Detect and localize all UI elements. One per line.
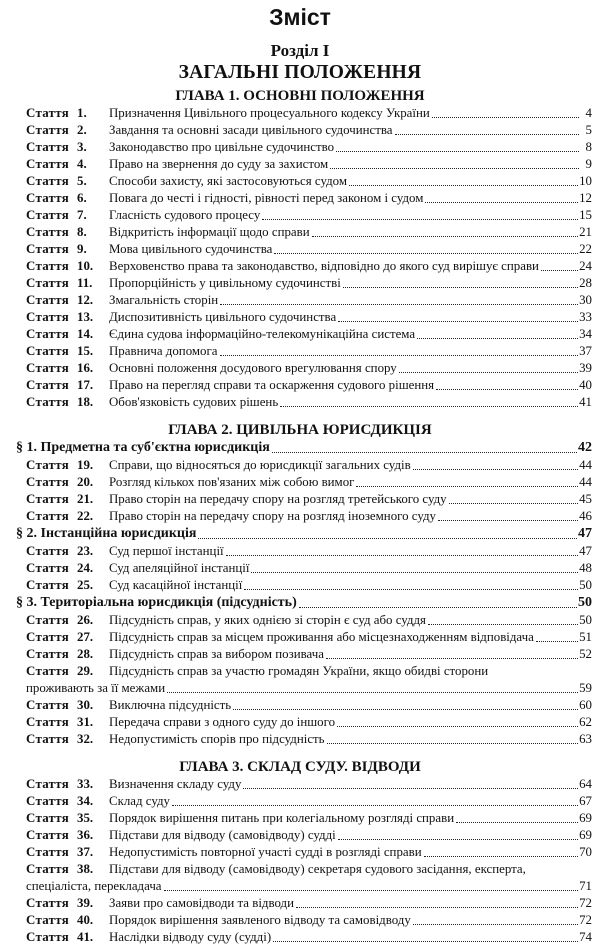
- article-number: 2.: [77, 123, 87, 137]
- article-title: Способи захисту, які застосовуються судом: [109, 174, 348, 188]
- page-number: 50: [579, 578, 592, 592]
- dot-leader: [449, 503, 579, 504]
- article-number: 41.: [77, 930, 94, 944]
- page-number: 71: [579, 879, 592, 893]
- article-number: 25.: [77, 578, 94, 592]
- dot-leader: [167, 692, 578, 693]
- article-number: 17.: [77, 378, 94, 392]
- dot-leader: [327, 743, 579, 744]
- article-label: Стаття: [26, 140, 70, 154]
- page-number: 5: [585, 123, 592, 137]
- article-title-continued: спеціаліста, перекладача: [26, 879, 162, 893]
- article-title: Підстави для відводу (самовідводу) секретаря судового засідання, експерта,: [109, 862, 526, 876]
- dot-leader: [296, 907, 578, 908]
- page-number: 67: [579, 794, 592, 808]
- dot-leader: [330, 168, 579, 169]
- article-title: Порядок вирішення заявленого відводу та самовідводу: [109, 913, 411, 927]
- toc-article-entry: [0, 912, 600, 929]
- dot-leader: [220, 304, 578, 305]
- article-label: Стаття: [26, 157, 70, 171]
- dot-leader: [541, 270, 578, 271]
- article-number: 21.: [77, 492, 94, 506]
- dot-leader: [164, 890, 579, 891]
- article-label: Стаття: [26, 777, 70, 791]
- toc-article-entry: [0, 491, 600, 508]
- article-number: 33.: [77, 777, 94, 791]
- article-label: Стаття: [26, 259, 70, 273]
- toc-article-entry: [0, 827, 600, 844]
- article-label: Стаття: [26, 344, 70, 358]
- article-number: 8.: [77, 225, 87, 239]
- entry-line: [26, 878, 592, 895]
- dot-leader: [436, 389, 578, 390]
- article-title: Законодавство про цивільне судочинство: [109, 140, 335, 154]
- page-number: 72: [579, 913, 592, 927]
- page-number: 45: [579, 492, 592, 506]
- chapter: [0, 758, 600, 946]
- article-title: Основні положення досудового врегулювання спору: [109, 361, 397, 375]
- article-label: Стаття: [26, 698, 70, 712]
- toc-article-entry: [0, 343, 600, 360]
- page-number: 62: [579, 715, 592, 729]
- page-number: 28: [579, 276, 592, 290]
- article-label: Стаття: [26, 174, 70, 188]
- article-label: Стаття: [26, 578, 70, 592]
- article-title: Мова цивільного судочинства: [109, 242, 273, 256]
- page-number: 64: [579, 777, 592, 791]
- article-label: Стаття: [26, 930, 70, 944]
- article-label: Стаття: [26, 647, 70, 661]
- page-number: 15: [579, 208, 592, 222]
- dot-leader: [336, 151, 579, 152]
- page-number: 51: [579, 630, 592, 644]
- dot-leader: [226, 555, 579, 556]
- article-label: Стаття: [26, 913, 70, 927]
- article-number: 11.: [77, 276, 93, 290]
- page-number: 52: [579, 647, 592, 661]
- entry-line: [26, 680, 592, 697]
- article-number: 14.: [77, 327, 94, 341]
- section-label: Розділ I: [270, 41, 330, 60]
- article-label: Стаття: [26, 327, 70, 341]
- dot-leader: [220, 355, 579, 356]
- toc-article-entry: [0, 844, 600, 861]
- article-number: 28.: [77, 647, 94, 661]
- article-title: Суд апеляційної інстанції: [109, 561, 250, 575]
- article-title: Єдина судова інформаційно-телекомунікаційна система: [109, 327, 416, 341]
- article-number: 12.: [77, 293, 94, 307]
- toc-section-entry: [0, 594, 600, 612]
- dot-leader: [273, 941, 578, 942]
- article-title: Підсудність справ за участю громадян України, якщо обидві сторони: [109, 664, 489, 678]
- page-number: 30: [579, 293, 592, 307]
- toc-article-entry: [0, 377, 600, 394]
- entry-line: [26, 663, 592, 680]
- article-label: Стаття: [26, 242, 70, 256]
- toc-article-entry: [0, 776, 600, 793]
- toc-article-entry: [0, 326, 600, 343]
- page-number: 47: [578, 526, 592, 541]
- page-number: 41: [579, 395, 592, 409]
- article-label: Стаття: [26, 310, 70, 324]
- page-number: 33: [579, 310, 592, 324]
- page-number: 12: [579, 191, 592, 205]
- page-number: 60: [579, 698, 592, 712]
- dot-leader: [274, 253, 578, 254]
- chapter: [0, 87, 600, 411]
- toc-article-entry: [0, 714, 600, 731]
- article-title: Виключна підсудність: [109, 698, 232, 712]
- dot-leader: [425, 202, 578, 203]
- article-number: 6.: [77, 191, 87, 205]
- article-title: Право на звернення до суду за захистом: [109, 157, 329, 171]
- article-title: Право сторін на передачу спору на розгляд іноземного суду: [109, 509, 436, 523]
- article-number: 31.: [77, 715, 94, 729]
- article-title: Обов'язковість судових рішень: [109, 395, 279, 409]
- toc-article-entry: [0, 156, 600, 173]
- dot-leader: [198, 538, 577, 539]
- article-number: 9.: [77, 242, 87, 256]
- article-title: Розгляд кількох пов'язаних між собою вимог: [109, 475, 355, 489]
- dot-leader: [395, 134, 579, 135]
- toc-article-entry: [0, 646, 600, 663]
- dot-leader: [172, 805, 578, 806]
- dot-leader: [326, 658, 578, 659]
- article-number: 22.: [77, 509, 94, 523]
- page-number: 42: [578, 440, 592, 455]
- article-label: Стаття: [26, 509, 70, 523]
- article-label: Стаття: [26, 845, 70, 859]
- article-label: Стаття: [26, 395, 70, 409]
- article-title: Відкритість інформації щодо справи: [109, 225, 310, 239]
- article-label: Стаття: [26, 475, 70, 489]
- article-label: Стаття: [26, 794, 70, 808]
- section-text: § 2. Інстанційна юрисдикція: [16, 526, 197, 541]
- article-number: 32.: [77, 732, 94, 746]
- page-number: 50: [578, 595, 592, 610]
- article-title: Підсудність справ за місцем проживання або місцезнаходженням відповідача: [109, 630, 534, 644]
- article-title: Змагальність сторін: [109, 293, 219, 307]
- page-number: 10: [579, 174, 592, 188]
- article-title: Підсудність справ, у яких однією зі сторін є суд або суддя: [109, 613, 426, 627]
- dot-leader: [244, 589, 578, 590]
- page-number: 22: [579, 242, 592, 256]
- article-title: Гласність судового процесу: [109, 208, 261, 222]
- toc-article-entry: [0, 309, 600, 326]
- article-title-continued: проживають за її межами: [26, 681, 166, 695]
- dot-leader: [338, 839, 578, 840]
- entry-line: [26, 861, 592, 878]
- article-title: Диспозитивність цивільного судочинства: [109, 310, 337, 324]
- toc-article-entry: [0, 612, 600, 629]
- toc-article-entry: [0, 457, 600, 474]
- dot-leader: [251, 572, 578, 573]
- dot-leader: [417, 338, 578, 339]
- article-label: Стаття: [26, 561, 70, 575]
- article-number: 18.: [77, 395, 94, 409]
- page-number: 24: [579, 259, 592, 273]
- page-number: 69: [579, 811, 592, 825]
- article-number: 36.: [77, 828, 94, 842]
- article-number: 34.: [77, 794, 94, 808]
- article-title: Пропорційність у цивільному судочинстві: [109, 276, 341, 290]
- chapter-title: ГЛАВА 3. СКЛАД СУДУ. ВІДВОДИ: [179, 759, 421, 775]
- article-number: 27.: [77, 630, 94, 644]
- article-label: Стаття: [26, 630, 70, 644]
- toc-article-entry: [0, 275, 600, 292]
- dot-leader: [343, 287, 578, 288]
- article-number: 24.: [77, 561, 94, 575]
- article-title: Порядок вирішення питань при колегіальному розгляді справи: [109, 811, 455, 825]
- article-title: Право сторін на передачу спору на розгляд третейського суду: [109, 492, 447, 506]
- dot-leader: [438, 520, 578, 521]
- article-label: Стаття: [26, 123, 70, 137]
- section-text: § 1. Предметна та суб'єктна юрисдикція: [16, 440, 270, 455]
- toc-article-entry: [0, 360, 600, 377]
- article-number: 16.: [77, 361, 94, 375]
- article-title: Заяви про самовідводи та відводи: [109, 896, 295, 910]
- page-number: 63: [579, 732, 592, 746]
- article-label: Стаття: [26, 293, 70, 307]
- dot-leader: [399, 372, 578, 373]
- page-number: 47: [579, 544, 592, 558]
- dot-leader: [424, 856, 579, 857]
- article-title: Склад суду: [109, 794, 170, 808]
- toc-article-entry: [0, 394, 600, 411]
- toc-article-entry: [0, 224, 600, 241]
- article-title: Наслідки відводу суду (судді): [109, 930, 272, 944]
- toc-article-entry: [0, 560, 600, 577]
- page-number: 21: [579, 225, 592, 239]
- dot-leader: [536, 641, 578, 642]
- dot-leader: [432, 117, 579, 118]
- article-title: Правнича допомога: [109, 344, 218, 358]
- page-number: 69: [579, 828, 592, 842]
- article-label: Стаття: [26, 544, 70, 558]
- article-label: Стаття: [26, 613, 70, 627]
- article-title: Справи, що відносяться до юрисдикції загальних судів: [109, 458, 411, 472]
- article-label: Стаття: [26, 664, 70, 678]
- dot-leader: [356, 486, 578, 487]
- article-number: 40.: [77, 913, 94, 927]
- article-title: Передача справи з одного суду до іншого: [109, 715, 336, 729]
- article-number: 38.: [77, 862, 94, 876]
- dot-leader: [456, 822, 578, 823]
- toc-article-entry: [0, 810, 600, 827]
- article-title: Визначення складу суду: [109, 777, 242, 791]
- article-title: Повага до честі і гідності, рівності перед законом і судом: [109, 191, 424, 205]
- article-number: 7.: [77, 208, 87, 222]
- page-number: 48: [579, 561, 592, 575]
- article-number: 37.: [77, 845, 94, 859]
- article-number: 1.: [77, 106, 87, 120]
- article-label: Стаття: [26, 378, 70, 392]
- page-number: 4: [585, 106, 592, 120]
- chapter-title: ГЛАВА 1. ОСНОВНІ ПОЛОЖЕННЯ: [175, 88, 425, 104]
- toc-article-entry: [0, 258, 600, 275]
- toc-article-entry: [0, 895, 600, 912]
- toc-article-entry: [0, 543, 600, 560]
- article-title: Недопустимість спорів про підсудність: [109, 732, 325, 746]
- toc-article-entry: [0, 508, 600, 525]
- page-number: 37: [579, 344, 592, 358]
- toc-section-entry: [0, 525, 600, 543]
- chapters-container: [0, 87, 600, 946]
- dot-leader: [413, 469, 578, 470]
- article-label: Стаття: [26, 191, 70, 205]
- dot-leader: [299, 607, 577, 608]
- toc-section-entry: [0, 439, 600, 457]
- article-title: Підстави для відводу (самовідводу) судді: [109, 828, 336, 842]
- article-title: Завдання та основні засади цивільного судочинства: [109, 123, 393, 137]
- article-number: 39.: [77, 896, 94, 910]
- article-title: Підсудність справ за вибором позивача: [109, 647, 324, 661]
- page-number: 74: [579, 930, 592, 944]
- page-number: 59: [579, 681, 592, 695]
- page-number: 50: [579, 613, 592, 627]
- page-number: 72: [579, 896, 592, 910]
- article-number: 26.: [77, 613, 94, 627]
- page-number: 39: [579, 361, 592, 375]
- article-number: 30.: [77, 698, 94, 712]
- page-number: 40: [579, 378, 592, 392]
- toc-article-entry: [0, 731, 600, 748]
- document-title: Зміст: [269, 4, 331, 30]
- dot-leader: [337, 726, 578, 727]
- toc-article-entry: [0, 629, 600, 646]
- article-label: Стаття: [26, 492, 70, 506]
- dot-leader: [428, 624, 578, 625]
- article-number: 4.: [77, 157, 87, 171]
- dot-leader: [243, 788, 578, 789]
- toc-article-entry: [0, 793, 600, 810]
- article-label: Стаття: [26, 715, 70, 729]
- chapter-title: ГЛАВА 2. ЦИВІЛЬНА ЮРИСДИКЦІЯ: [168, 422, 432, 438]
- article-label: Стаття: [26, 276, 70, 290]
- article-number: 5.: [77, 174, 87, 188]
- toc-article-entry: [0, 474, 600, 491]
- page-number: 70: [579, 845, 592, 859]
- article-label: Стаття: [26, 862, 70, 876]
- dot-leader: [349, 185, 578, 186]
- article-label: Стаття: [26, 896, 70, 910]
- toc-article-entry: [0, 105, 600, 122]
- toc-article-entry: [0, 861, 600, 895]
- toc-article-entry: [0, 292, 600, 309]
- article-title: Призначення Цивільного процесуального кодексу України: [109, 106, 430, 120]
- toc-article-entry: [0, 577, 600, 594]
- toc-article-entry: [0, 697, 600, 714]
- page-number: 44: [579, 458, 592, 472]
- article-number: 15.: [77, 344, 94, 358]
- article-label: Стаття: [26, 828, 70, 842]
- dot-leader: [338, 321, 578, 322]
- article-label: Стаття: [26, 458, 70, 472]
- article-title: Недопустимість повторної участі судді в розгляді справи: [109, 845, 422, 859]
- dot-leader: [262, 219, 578, 220]
- section-name: ЗАГАЛЬНІ ПОЛОЖЕННЯ: [178, 62, 422, 83]
- page-number: 9: [585, 157, 592, 171]
- article-title: Верховенство права та законодавство, відповідно до якого суд вирішує справи: [109, 259, 539, 273]
- page-number: 34: [579, 327, 592, 341]
- article-label: Стаття: [26, 361, 70, 375]
- toc-article-entry: [0, 173, 600, 190]
- dot-leader: [413, 924, 578, 925]
- dot-leader: [312, 236, 578, 237]
- page-number: 8: [585, 140, 592, 154]
- page-number: 46: [579, 509, 592, 523]
- article-title: Право на перегляд справи та оскарження судового рішення: [109, 378, 435, 392]
- article-title: Суд касаційної інстанції: [109, 578, 243, 592]
- toc-article-entry: [0, 190, 600, 207]
- dot-leader: [280, 406, 578, 407]
- article-number: 23.: [77, 544, 94, 558]
- article-number: 19.: [77, 458, 94, 472]
- article-number: 35.: [77, 811, 94, 825]
- toc-article-entry: [0, 663, 600, 697]
- toc-article-entry: [0, 122, 600, 139]
- section-text: § 3. Територіальна юрисдикція (підсудність): [16, 595, 297, 610]
- article-number: 13.: [77, 310, 94, 324]
- article-label: Стаття: [26, 208, 70, 222]
- toc-article-entry: [0, 139, 600, 156]
- article-number: 20.: [77, 475, 94, 489]
- page-number: 44: [579, 475, 592, 489]
- article-label: Стаття: [26, 106, 70, 120]
- toc-article-entry: [0, 241, 600, 258]
- article-label: Стаття: [26, 811, 70, 825]
- article-label: Стаття: [26, 225, 70, 239]
- article-number: 29.: [77, 664, 94, 678]
- article-title: Суд першої інстанції: [109, 544, 224, 558]
- dot-leader: [233, 709, 578, 710]
- toc-article-entry: [0, 929, 600, 946]
- article-number: 10.: [77, 259, 94, 273]
- article-label: Стаття: [26, 732, 70, 746]
- chapter: [0, 421, 600, 748]
- article-number: 3.: [77, 140, 87, 154]
- dot-leader: [272, 452, 577, 453]
- toc-article-entry: [0, 207, 600, 224]
